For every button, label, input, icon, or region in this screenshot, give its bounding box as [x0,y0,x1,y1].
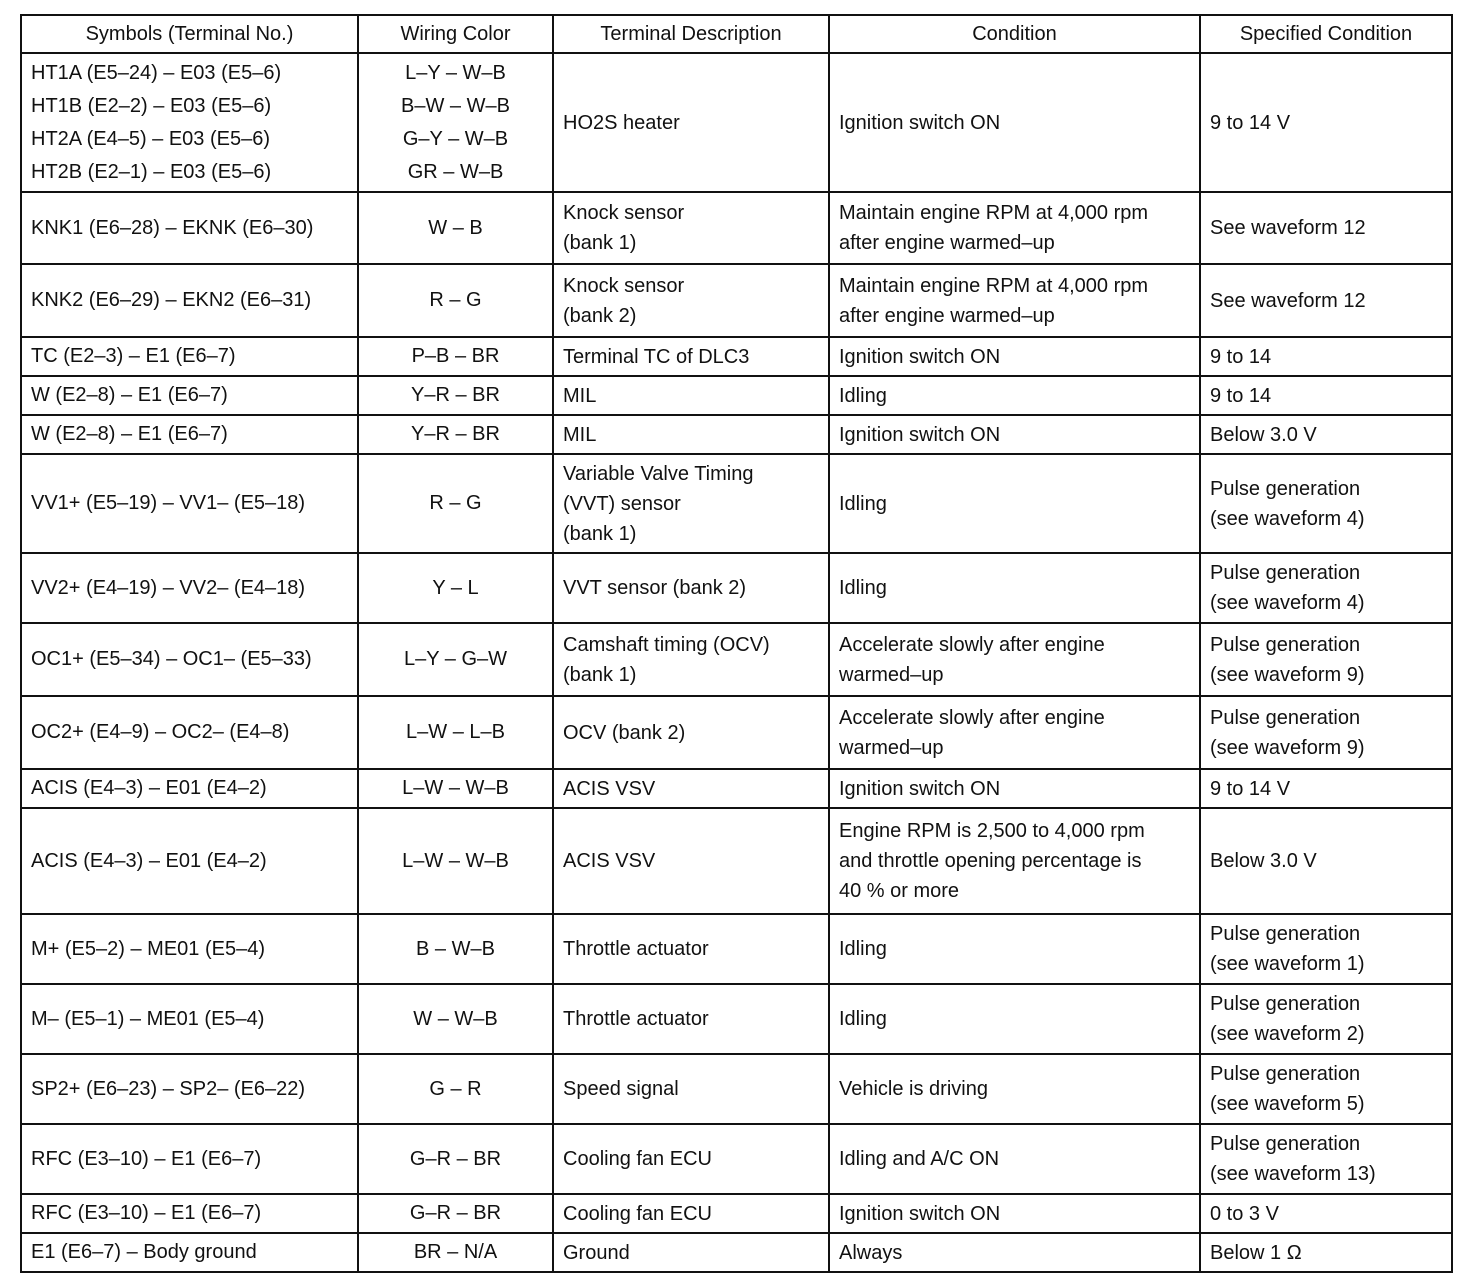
wiring-color-line: L–W – W–B [402,777,509,799]
condition-line: 40 % or more [839,880,960,902]
specified-condition-line: (see waveform 2) [1210,1023,1365,1045]
terminal-description-cell [553,1054,829,1124]
symbols-line: W (E2–8) – E1 (E6–7) [31,384,228,406]
wiring-color-line: W – W–B [413,1007,498,1030]
specified-condition-cell [1200,623,1452,696]
table-row [21,53,1452,192]
condition-line: Always [839,1241,903,1264]
symbols-cell [21,696,358,769]
specified-condition-line: 9 to 14 [1210,345,1272,368]
specified-condition-line: 0 to 3 V [1210,1202,1279,1225]
wiring-color-cell [358,376,553,415]
wiring-color-cell [358,53,553,192]
wiring-color-cell [358,984,553,1054]
symbols-line: HT1B (E2–2) – E03 (E5–6) [31,94,272,117]
terminal-description-line: (bank 1) [563,663,637,686]
condition-line: after engine warmed–up [839,304,1055,327]
wiring-color-line: L–W – L–B [406,721,505,743]
symbols-line: M– (E5–1) – ME01 (E5–4) [31,1007,265,1030]
specified-condition-line: (see waveform 4) [1210,507,1365,530]
wiring-color-cell [358,1194,553,1233]
wiring-color-line: Y–R – BR [411,423,500,445]
specified-condition-line: See waveform 12 [1210,289,1366,312]
condition-line: Vehicle is driving [839,1078,988,1100]
table-row [21,914,1452,984]
specified-condition-line: (see waveform 13) [1210,1163,1376,1185]
wiring-color-cell [358,696,553,769]
wiring-color-line: L–W – W–B [402,849,509,872]
terminal-description-cell [553,553,829,623]
header-condition: Condition [829,15,1200,53]
terminal-description-line: Knock sensor [563,274,685,297]
symbols-cell [21,454,358,553]
wiring-color-line: R – G [429,492,482,514]
symbols-line: HT2B (E2–1) – E03 (E5–6) [31,160,272,183]
terminal-spec-table [20,14,1453,1273]
symbols-line: E1 (E6–7) – Body ground [31,1241,257,1263]
terminal-description-line: HO2S heater [563,111,680,134]
specified-condition-cell [1200,415,1452,454]
table-row [21,984,1452,1054]
terminal-description-cell [553,415,829,454]
wiring-color-cell [358,264,553,337]
symbols-line: OC1+ (E5–34) – OC1– (E5–33) [31,648,312,670]
wiring-color-line: R – G [429,289,482,311]
symbols-line: SP2+ (E6–23) – SP2– (E6–22) [31,1077,306,1100]
terminal-description-line: ACIS VSV [563,850,656,872]
terminal-description-line: (bank 1) [563,232,637,254]
terminal-description-cell [553,808,829,914]
table-row [21,623,1452,696]
wiring-color-line: L–Y – W–B [405,61,506,84]
table-row [21,454,1452,553]
wiring-color-line: BR – N/A [413,1241,498,1263]
terminal-description-line: ACIS VSV [563,777,656,800]
wiring-color-cell [358,914,553,984]
condition-line: Engine RPM is 2,500 to 4,000 rpm [839,820,1145,842]
condition-line: Maintain engine RPM at 4,000 rpm [839,202,1149,224]
terminal-description-line: MIL [563,423,597,446]
wiring-color-cell [358,769,553,808]
wiring-color-cell [358,1124,553,1194]
symbols-line: OC2+ (E4–9) – OC2– (E4–8) [31,721,290,743]
condition-line: Idling [839,938,887,960]
table-body [21,53,1452,1272]
terminal-description-line: Throttle actuator [563,938,709,960]
specified-condition-line: See waveform 12 [1210,217,1366,239]
table-row [21,1124,1452,1194]
terminal-description-line: Camshaft timing (OCV) [563,633,770,656]
terminal-description-line: (bank 1) [563,522,637,545]
header-wiring-color: Wiring Color [358,15,553,53]
wiring-color-cell [358,1233,553,1272]
wiring-color-line: Y–R – BR [411,384,500,406]
wiring-color-cell [358,337,553,376]
condition-cell [829,337,1200,376]
symbols-line: HT1A (E5–24) – E03 (E5–6) [31,61,282,84]
specified-condition-line: (see waveform 1) [1210,953,1365,975]
wiring-color-line: GR – W–B [407,160,504,183]
specified-condition-line: Pulse generation [1210,477,1361,500]
terminal-description-line: Throttle actuator [563,1008,709,1030]
specified-condition-line: (see waveform 5) [1210,1093,1365,1115]
symbols-cell [21,623,358,696]
symbols-cell [21,264,358,337]
wiring-color-line: B – W–B [416,937,495,960]
wiring-color-line: G–R – BR [409,1147,502,1170]
wiring-color-line: B–W – W–B [401,94,510,117]
condition-cell [829,454,1200,553]
wiring-color-cell [358,808,553,914]
condition-line: warmed–up [839,736,944,759]
condition-cell [829,53,1200,192]
header-row [21,15,1452,53]
condition-cell [829,1233,1200,1272]
condition-line: Idling and A/C ON [839,1148,1000,1170]
terminal-description-line: Cooling fan ECU [563,1148,712,1170]
specified-condition-line: Below 3.0 V [1210,423,1317,446]
terminal-description-cell [553,376,829,415]
specified-condition-cell [1200,696,1452,769]
symbols-cell [21,1194,358,1233]
symbols-line: HT2A (E4–5) – E03 (E5–6) [31,127,271,150]
terminal-description-line: OCV (bank 2) [563,721,686,744]
condition-cell [829,769,1200,808]
terminal-description-line: (bank 2) [563,304,637,327]
condition-line: Idling [839,492,887,515]
specified-condition-cell [1200,914,1452,984]
terminal-description-line: (VVT) sensor [563,492,681,515]
wiring-color-cell [358,623,553,696]
terminal-description-cell [553,696,829,769]
terminal-description-cell [553,192,829,264]
specified-condition-line: Pulse generation [1210,1063,1361,1085]
terminal-description-line: Variable Valve Timing [563,462,754,485]
symbols-cell [21,415,358,454]
terminal-description-line: Speed signal [563,1078,679,1100]
symbols-line: RFC (E3–10) – E1 (E6–7) [31,1202,262,1224]
condition-line: Ignition switch ON [839,423,1001,446]
condition-line: and throttle opening percentage is [839,850,1142,872]
condition-cell [829,984,1200,1054]
symbols-line: M+ (E5–2) – ME01 (E5–4) [31,937,265,960]
condition-cell [829,415,1200,454]
condition-line: warmed–up [839,663,944,686]
terminal-description-cell [553,264,829,337]
table-row [21,1233,1452,1272]
symbols-line: ACIS (E4–3) – E01 (E4–2) [31,849,267,872]
specified-condition-line: Pulse generation [1210,706,1361,729]
symbols-cell [21,914,358,984]
condition-cell [829,914,1200,984]
terminal-description-line: Knock sensor [563,202,685,224]
wiring-color-line: P–B – BR [411,345,500,367]
condition-line: Idling [839,577,887,599]
symbols-cell [21,984,358,1054]
specified-condition-cell [1200,769,1452,808]
table-row [21,192,1452,264]
specified-condition-line: (see waveform 9) [1210,736,1365,759]
terminal-description-line: Cooling fan ECU [563,1202,712,1225]
terminal-description-line: VVT sensor (bank 2) [563,577,747,599]
symbols-cell [21,376,358,415]
specified-condition-cell [1200,454,1452,553]
wiring-color-line: G–Y – W–B [402,127,509,150]
table-row [21,337,1452,376]
symbols-line: W (E2–8) – E1 (E6–7) [31,423,228,445]
terminal-description-cell [553,1233,829,1272]
symbols-cell [21,1124,358,1194]
symbols-line: VV1+ (E5–19) – VV1– (E5–18) [31,492,306,514]
specified-condition-cell [1200,1124,1452,1194]
terminal-description-line: MIL [563,384,597,407]
condition-cell [829,1124,1200,1194]
condition-line: Ignition switch ON [839,345,1001,368]
condition-line: Ignition switch ON [839,1202,1001,1225]
terminal-description-line: Ground [563,1241,630,1264]
symbols-cell [21,53,358,192]
specified-condition-line: Pulse generation [1210,1133,1361,1155]
specified-condition-line: Pulse generation [1210,923,1361,945]
specified-condition-line: Below 3.0 V [1210,850,1317,872]
symbols-cell [21,553,358,623]
wiring-color-line: G – R [429,1077,482,1100]
condition-cell [829,1054,1200,1124]
wiring-color-cell [358,1054,553,1124]
symbols-line: TC (E2–3) – E1 (E6–7) [31,345,236,367]
terminal-description-cell [553,337,829,376]
specified-condition-line: 9 to 14 [1210,384,1272,407]
condition-line: Ignition switch ON [839,777,1001,800]
wiring-color-line: Y – L [432,576,479,599]
condition-cell [829,623,1200,696]
symbols-line: KNK1 (E6–28) – EKNK (E6–30) [31,216,314,239]
table-header [21,15,1452,53]
table-row [21,1194,1452,1233]
table-row [21,696,1452,769]
condition-cell [829,376,1200,415]
condition-cell [829,192,1200,264]
table-row [21,264,1452,337]
symbols-line: RFC (E3–10) – E1 (E6–7) [31,1147,262,1170]
condition-cell [829,264,1200,337]
terminal-description-cell [553,914,829,984]
specified-condition-cell [1200,376,1452,415]
specified-condition-cell [1200,1194,1452,1233]
table-row [21,376,1452,415]
symbols-line: VV2+ (E4–19) – VV2– (E4–18) [31,576,306,599]
condition-line: Idling [839,384,887,407]
wiring-color-cell [358,415,553,454]
table-row [21,1054,1452,1124]
specified-condition-cell [1200,1233,1452,1272]
wiring-color-cell [358,454,553,553]
wiring-color-cell [358,192,553,264]
specified-condition-cell [1200,808,1452,914]
wiring-color-cell [358,553,553,623]
symbols-cell [21,769,358,808]
specified-condition-line: 9 to 14 V [1210,111,1291,134]
specified-condition-cell [1200,553,1452,623]
terminal-description-cell [553,623,829,696]
header-terminal-description: Terminal Description [553,15,829,53]
symbols-cell [21,192,358,264]
condition-line: Ignition switch ON [839,111,1001,134]
specified-condition-cell [1200,264,1452,337]
terminal-description-cell [553,53,829,192]
wiring-color-line: W – B [428,216,483,239]
specified-condition-cell [1200,1054,1452,1124]
symbols-line: KNK2 (E6–29) – EKN2 (E6–31) [31,289,312,311]
specified-condition-cell [1200,984,1452,1054]
table-row [21,415,1452,454]
specified-condition-line: Pulse generation [1210,993,1361,1015]
specified-condition-cell [1200,337,1452,376]
specified-condition-line: (see waveform 4) [1210,592,1365,614]
terminal-description-cell [553,1124,829,1194]
condition-cell [829,696,1200,769]
condition-line: Accelerate slowly after engine [839,706,1105,729]
header-specified-condition: Specified Condition [1200,15,1452,53]
condition-line: Accelerate slowly after engine [839,633,1105,656]
condition-line: Idling [839,1008,887,1030]
specified-condition-line: 9 to 14 V [1210,777,1291,800]
condition-line: Maintain engine RPM at 4,000 rpm [839,274,1149,297]
condition-cell [829,553,1200,623]
table-row [21,553,1452,623]
table-row [21,769,1452,808]
symbols-cell [21,808,358,914]
symbols-cell [21,337,358,376]
condition-line: after engine warmed–up [839,232,1055,254]
symbols-cell [21,1054,358,1124]
terminal-description-cell [553,984,829,1054]
specified-condition-line: (see waveform 9) [1210,663,1365,686]
symbols-line: ACIS (E4–3) – E01 (E4–2) [31,777,267,799]
specified-condition-cell [1200,192,1452,264]
symbols-cell [21,1233,358,1272]
table-row [21,808,1452,914]
specified-condition-cell [1200,53,1452,192]
specified-condition-line: Pulse generation [1210,562,1361,584]
header-symbols: Symbols (Terminal No.) [21,15,358,53]
condition-cell [829,1194,1200,1233]
terminal-description-line: Terminal TC of DLC3 [563,345,750,368]
specified-condition-line: Pulse generation [1210,633,1361,656]
terminal-description-cell [553,769,829,808]
terminal-description-cell [553,454,829,553]
wiring-color-line: G–R – BR [409,1202,502,1224]
terminal-description-cell [553,1194,829,1233]
condition-cell [829,808,1200,914]
wiring-color-line: L–Y – G–W [403,648,508,670]
specified-condition-line: Below 1 Ω [1210,1241,1302,1264]
